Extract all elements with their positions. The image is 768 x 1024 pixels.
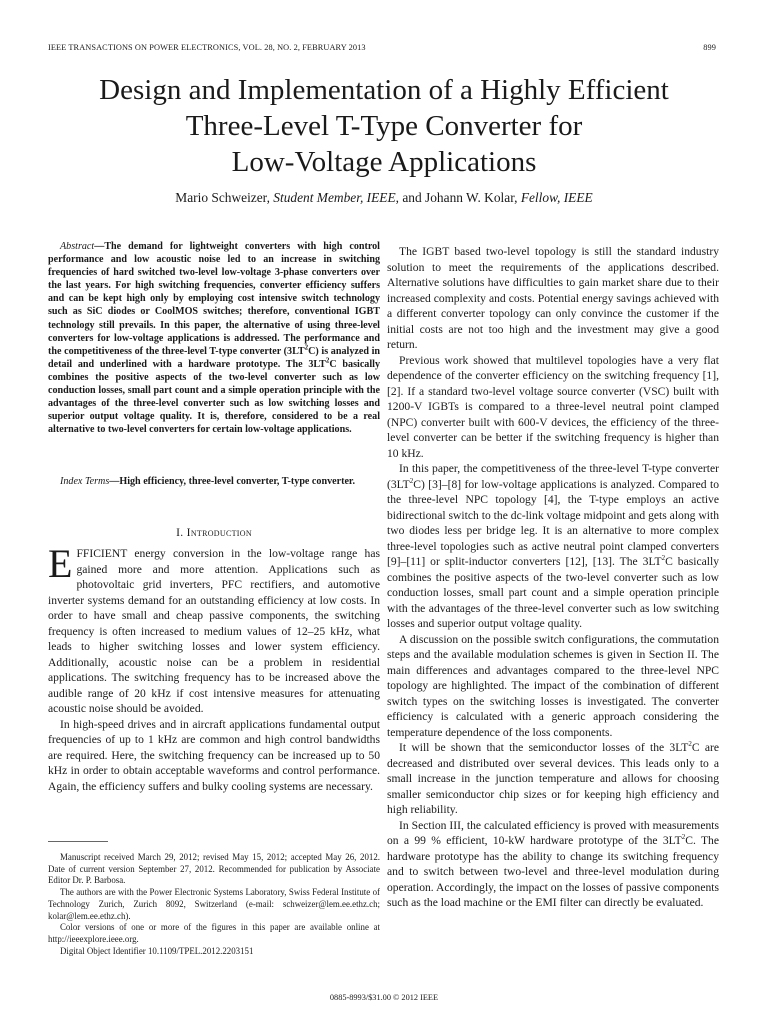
abstract-text-1: —The demand for lightweight converters with high control performance and low acoustic noise led to an increase in switching frequencies of hard switched two-level low-voltage 3-phase converters over the last years. For high switching frequencies, converter efficiency suffers and can be kept high only by employing cost intensive switch technology such as SiC diodes or CoolMOS switches; therefore, conventional IGBT technology still prevails. In this paper, the alternative of using three-level converters for low-voltage applications is addressed. The performance and the competitiveness of the three-level T-type converter (3LT <box>48 241 380 357</box>
author-joiner: , and Johann W. Kolar, <box>395 190 521 205</box>
intro-paragraph-1: EFFICIENT energy conversion in the low-voltage range has gained more and more attention. Applications such as photovoltaic grid inverters, PFC rectifiers, and automotive inverter systems demand for an outstanding efficiency at low costs. In order to have small and cheap passive components, the switching frequency is often increased to medium values of 12–25 kHz, what leads to higher switching losses and lower system efficiency. Additionally, acoustic noise can be a problem in residential applications. The switching frequency has to be increased above the audible range of 20 kHz if cost intensive measures for attenuating acoustic noise should be avoided. <box>48 541 380 715</box>
footnote-manuscript: Manuscript received March 29, 2012; revised May 15, 2012; accepted May 26, 2012. Date of current version September 27, 2012. Recommended for publication by Associate Editor Dr. P. Barbosa. <box>48 852 380 886</box>
section-numeral: I. <box>176 526 187 539</box>
index-terms-text: —High efficiency, three-level converter, T-type converter. <box>109 476 355 487</box>
abstract-text-3: C basically combines the positive aspects of the two-level converter such as low conduction losses, small part count and a simple operation principle with the advantages of the three-level converter such as low switching losses and superior output voltage quality. It is, therefore, considered to be a real alternative to two-level converters for certain low-voltage applications. <box>48 358 380 436</box>
index-terms-label: Index Terms <box>60 476 110 487</box>
superscript-2: 2 <box>409 476 414 485</box>
footnote-affiliation: The authors are with the Power Electronic Systems Laboratory, Swiss Federal Institute of Technology Zurich, Zurich 8092, Switzerland (e-mail: schweizer@lem.ee.ethz.ch; kolar@lem.ee.ethz.ch). <box>48 887 380 921</box>
index-terms <box>48 475 380 488</box>
drop-cap: E <box>48 541 73 586</box>
right-paragraph-4: A discussion on the possible switch configurations, the commutation steps and the available modulation schemes is given in Section II. The main differences and advantages compared to the three-level NPC topology are highlighted. The impact of the combination of different switch types on the switching losses is investigated. The converter efficiency is calculated with a generic approach considering the temperature dependence of the loss components. <box>387 632 719 739</box>
title-line-2: Three-Level T-Type Converter for <box>185 110 583 142</box>
abstract-label: Abstract <box>60 241 95 252</box>
running-header <box>48 43 716 52</box>
intro-paragraph-2: In high-speed drives and in aircraft applications fundamental output frequencies of up to 1 kHz are common and high control bandwidths are required. Here, the switching frequency can be increased up to 50 kHz in order to obtain acceptable waveforms and control performance. Again, the efficiency suffers and bulky cooling systems are necessary. <box>48 717 380 793</box>
author-1-role: Student Member, IEEE <box>273 190 396 205</box>
paper-title <box>40 72 728 180</box>
right-paragraph-3: In this paper, the competitiveness of the three-level T-type converter $(3LT^2C)$ [3]–[8] for low-voltage applications is analyzed. Compared to the three-level NPC topology [4], the T-type employs an active bidirectional switch to the dc-link voltage midpoint and gets along with two diodes less per bridge leg. It is an alternative to more complex three-level topologies such as active neutral point clamped converters [9]–[11] or split-inductor converters [12], [13]. The $3LT^2C$ basically combines the positive aspects of the two-level converter such as low conduction losses, small part count and a simple operation principle with the advantages of the three-level converter such as low switching losses and superior output voltage quality. <box>387 462 719 630</box>
superscript-2: 2 <box>681 833 686 842</box>
section-heading-introduction <box>48 525 380 541</box>
right-paragraph-2: Previous work showed that multilevel topologies have a very flat dependence of the converter efficiency on the switching frequency [1], [2]. If a standard two-level voltage source converter (VSC) built with 1200-V IGBTs is compared to a three-level neutral point clamped (NPC) converter built with 600-V devices, the efficiency of the three-level converter can be better if the switching frequency is higher than 10 kHz. <box>387 353 719 460</box>
superscript-2: 2 <box>688 740 692 749</box>
introduction-body <box>48 541 380 794</box>
footnote-color: Color versions of one or more of the figures in this paper are available online at http://ieeexplore.ieee.org. <box>48 922 380 944</box>
abstract-text-2: C) is analyzed in detail and underlined with a hardware prototype. The 3LT <box>48 345 380 370</box>
right-paragraph-1: The IGBT based two-level topology is still the standard industry solution to meet the requirements of the applications described. Alternative solutions have difficulties to gain market share due to their increased complexity and costs. Potential energy savings achieved with a different converter topology can only convince the customer if the initial costs are not too high and the investment may give a good return. <box>387 245 719 351</box>
copyright-footer: 0885-8993/$31.00 © 2012 IEEE <box>329 993 439 1002</box>
abstract-sup-2: 2 <box>325 356 330 365</box>
right-paragraph-5: It will be shown that the semiconductor losses of the $3LT^2C$ are decreased and distributed over several devices. This leads only to a small increase in the junction temperature and allows for choosing smaller semiconductor chip sizes or for keeping high efficiency and high reliability. <box>387 740 719 816</box>
footnote <box>48 852 380 957</box>
footnote-doi: Digital Object Identifier 10.1109/TPEL.2012.2203151 <box>60 945 254 956</box>
right-column-body <box>387 244 719 911</box>
title-line-1: Design and Implementation of a Highly Efficient <box>99 74 669 106</box>
journal-line: IEEE TRANSACTIONS ON POWER ELECTRONICS, VOL. 28, NO. 2, FEBRUARY 2013 <box>48 43 366 52</box>
title-line-3: Low-Voltage Applications <box>231 146 537 178</box>
page-number: 899 <box>703 43 716 52</box>
author-2-role: Fellow, IEEE <box>520 190 593 205</box>
author-line <box>40 190 728 206</box>
section-title: Introduction <box>186 526 252 539</box>
abstract-sup-1: 2 <box>304 343 309 352</box>
right-paragraph-6: In Section III, the calculated efficiency is proved with measurements on a 99 % efficient, 10-kW hardware prototype of the $3LT^2C$. The hardware prototype has the ability to change its switching frequency and to switch between two-level and three-level modulation during operation. Accordingly, the impact on the losses of passive components such as the load machine or the EMI filter can directly be evaluated. <box>387 818 719 909</box>
author-1-name: Mario Schweizer, <box>175 190 274 205</box>
superscript-2: 2 <box>661 554 666 563</box>
footnote-rule <box>48 841 108 842</box>
abstract <box>48 240 380 436</box>
